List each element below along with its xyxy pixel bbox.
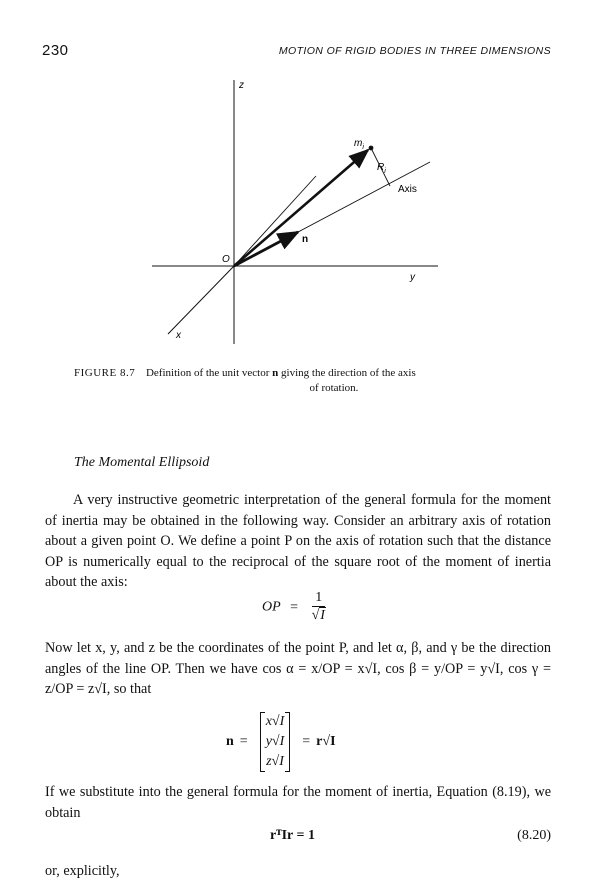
section-heading: The Momental Ellipsoid [74,455,210,470]
x-axis-label: x [176,330,181,341]
running-title: MOTION OF RIGID BODIES IN THREE DIMENSIONS [278,45,551,57]
paragraph-coordinates: Now let x, y, and z be the coordinates of the point P, and let α, β, and γ be the direction angles of the line OP. Then we have cos α = x/OP = x√I, cos β = y/OP = y√I, cos γ = z/OP = z√I, so that [45,640,551,697]
paragraph-explicitly: or, explicitly, [45,863,120,879]
equation-n-row-1: x√I [265,714,285,729]
equation-op-radicand: I [320,608,325,623]
equation-n-lhs: n [226,734,234,749]
equation-n-equals: = [239,734,248,749]
y-axis-label: y [410,272,415,283]
equation-op-equals: = [290,599,299,615]
mass-label-main: m [354,138,363,149]
caption-text-after: giving the direction of the axis [281,367,416,379]
axis-diagram [140,72,460,362]
equation-op-fraction [312,590,326,625]
equation-n-column-vector [260,712,291,772]
position-vector-arrow [234,150,368,266]
equation-n-row-2: y√I [265,734,285,749]
distance-label-subscript: i [384,168,386,175]
page-number: 230 [42,42,69,59]
position-guide-line [234,176,316,266]
rotation-axis-label: Axis [398,184,417,195]
figure-8-7 [140,72,460,362]
caption-text-before: Definition of the unit vector [145,367,270,379]
equation-n [226,712,336,772]
equation-op-denominator: √I [311,608,325,623]
equation-op [262,590,326,625]
unit-vector-label: n [302,234,309,245]
figure-caption [74,366,524,396]
caption-figure-tag: FIGURE 8.7 [74,367,136,379]
z-axis-label: z [239,80,244,91]
origin-label: O [222,254,230,265]
mass-label [354,138,364,151]
caption-line-1 [74,366,524,381]
equation-n-equals-2: = [302,734,311,749]
paragraph-intro: A very instructive geometric interpretation of the general formula for the moment of inertia may be obtained in the following way. Consider an arbitrary axis of rotation about a given point O. We define a point P on the axis of rotation such that the distance OP is numerically equal to the reciprocal of the square root of the moment of inertia about the axis: [45,492,551,590]
equation-n-rhs: r√I [316,734,336,749]
paragraph-substitute: If we substitute into the general formula for the moment of inertia, Equation (8.19), we obtain [45,784,551,821]
distance-label [377,162,386,175]
equation-op-numerator: 1 [312,590,325,607]
caption-line-2: of rotation. [309,382,359,394]
equation-8-20-body: rᵀIr = 1 [270,828,315,843]
caption-bold-term: n [272,367,279,379]
mass-point [369,146,374,151]
equation-8-20-number: (8.20) [517,828,551,843]
equation-n-row-3: z√I [266,754,284,769]
mass-label-subscript: i [362,144,364,151]
distance-label-main: R [377,162,385,173]
x-axis-line [168,266,234,334]
equation-op-lhs: OP [262,599,281,615]
